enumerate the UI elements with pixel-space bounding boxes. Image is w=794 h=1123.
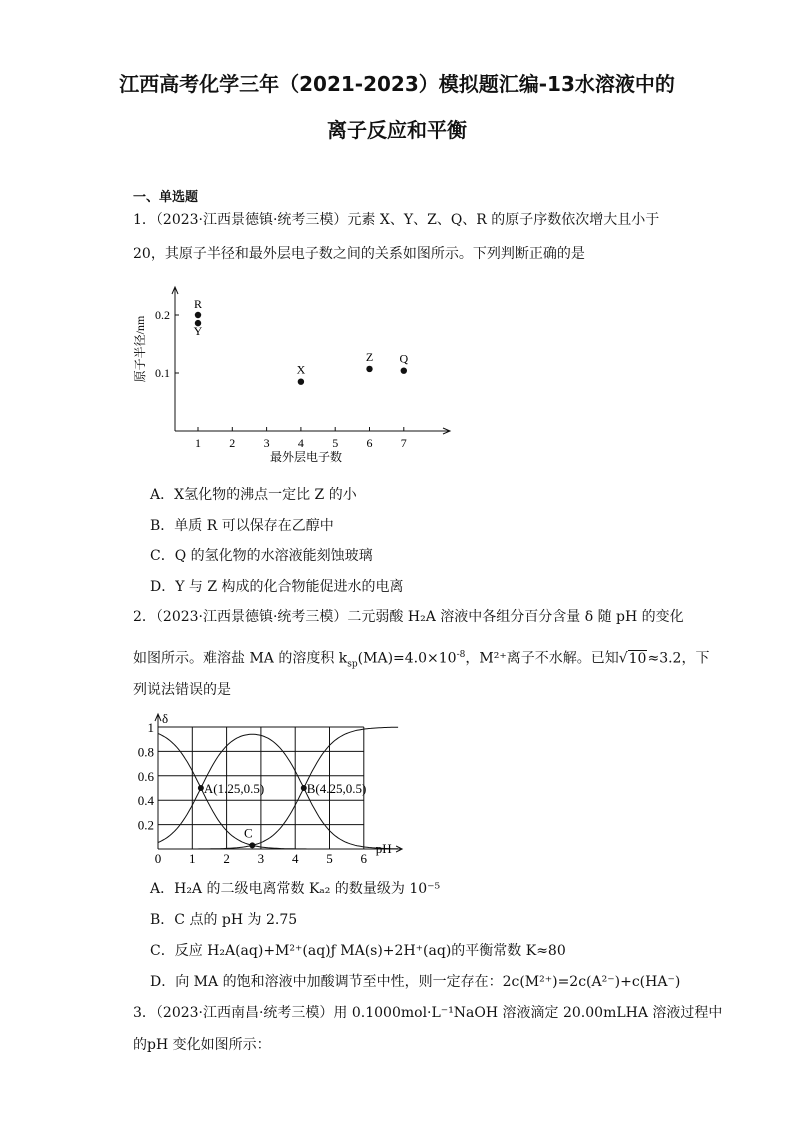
chart1-xlabel: 最外层电子数 [269,450,343,464]
q1-stem-line-2: 20，其原子半径和最外层电子数之间的关系如图所示。下列判断正确的是 [133,246,585,262]
chart1-x-tick-label: 2 [229,436,236,450]
atomic-radius-chart [130,285,460,470]
q2-stem-line-1: 2．（2023·江西景德镇·统考三模）二元弱酸 H₂A 溶液中各组分百分含量 δ 随 pH 的变化 [133,609,684,625]
chart2-y-tick-label: 0.2 [137,817,154,833]
chart2-x-tick-label: 1 [189,851,196,866]
chart1-y-tick-label: 0.1 [155,366,170,380]
chart2-point-label-C: C [243,825,253,841]
chart1-point-label-Q: Q [399,351,409,366]
chart1-point-label-Z: Z [365,349,374,364]
chart1-point-label-X: X [296,362,306,377]
chart2-y-tick-label: 0.6 [137,768,154,784]
chart2-point-label-A: A(1.25,0.5) [203,781,265,796]
q1-stem-line-1: 1．（2023·江西景德镇·统考三模）元素 X、Y、Z、Q、R 的原子序数依次增大且小于 [133,212,660,228]
q2-option-b[interactable]: B．C 点的 pH 为 2.75 [150,912,298,928]
chart2-x-tick-label: 3 [257,851,265,866]
chart2-point-C [249,842,255,848]
q1-option-d[interactable]: D．Y 与 Z 构成的化合物能促进水的电离 [150,579,404,595]
chart1-point-Q [401,367,407,373]
chart2-x-tick-label: 6 [360,851,368,866]
chart2-ylabel: δ [162,711,169,726]
chart1-point-Z [366,366,372,372]
chart1-point-label-Y: Y [193,324,203,339]
q3-stem-line-1: 3．（2023·江西南昌·统考三模）用 0.1000mol·L⁻¹NaOH 溶液滴定 20.00mLHA 溶液过程中 [133,1005,723,1021]
chart2-point-label-B: B(4.25,0.5) [306,781,367,796]
q2-option-a[interactable]: A．H₂A 的二级电离常数 Kₐ₂ 的数量级为 10⁻⁵ [150,881,441,897]
chart1-x-tick-label: 1 [195,436,201,450]
chart1-x-tick-label: 7 [400,436,407,450]
document-title-line-2: 离子反应和平衡 [327,118,467,142]
q2-stem-line-2: 如图所示。难溶盐 MA 的溶度积 $k_{sp}(MA)=4.0\times 10^{-8}$，M²⁺离子不水解。已知√10≈3.2，下 [133,650,710,670]
q1-option-c[interactable]: C．Q 的氢化物的水溶液能刻蚀玻璃 [150,548,373,564]
chart1-x-tick-label: 3 [263,436,270,450]
chart2-x-tick-label: 2 [223,851,230,866]
chart2-y-tick-label: 1 [147,720,154,735]
q1-option-a[interactable]: A．X氢化物的沸点一定比 Z 的小 [150,487,357,503]
section-heading: 一、单选题 [133,190,199,205]
q2-stem-line-3: 列说法错误的是 [133,682,231,698]
chart1-point-R [195,312,201,318]
chart1-x-tick-label: 5 [332,436,339,450]
chart2-y-tick-label: 0.8 [137,744,154,760]
chart1-x-tick-label: 6 [366,436,373,450]
chart2-xlabel: pH [375,841,392,856]
chart2-x-tick-label: 0 [154,851,162,866]
chart2-x-tick-label: 4 [291,851,299,866]
chart1-point-X [298,379,304,385]
q1-option-b[interactable]: B．单质 R 可以保存在乙醇中 [150,518,334,534]
q2-option-c[interactable]: C．反应 H₂A(aq)+M²⁺(aq)ƒ MA(s)+2H⁺(aq)的平衡常数 K≈80 [150,943,566,959]
q2-option-d[interactable]: D．向 MA 的饱和溶液中加酸调节至中性，则一定存在：2c(M²⁺)=2c(A²⁻)+c(HA⁻) [150,974,681,990]
chart2-x-tick-label: 5 [326,851,333,866]
q3-stem-line-2: 的pH 变化如图所示： [133,1037,271,1053]
chart2-y-tick-label: 0.4 [137,793,154,809]
chart1-y-tick-label: 0.2 [155,308,170,322]
chart1-ylabel: 原子半径/nm [133,315,147,383]
distribution-fraction-chart [130,710,420,870]
chart1-x-tick-label: 4 [297,436,304,450]
document-title-line-1: 江西高考化学三年（2021-2023）模拟题汇编-13水溶液中的 [119,72,675,96]
chart1-point-label-R: R [193,297,203,311]
